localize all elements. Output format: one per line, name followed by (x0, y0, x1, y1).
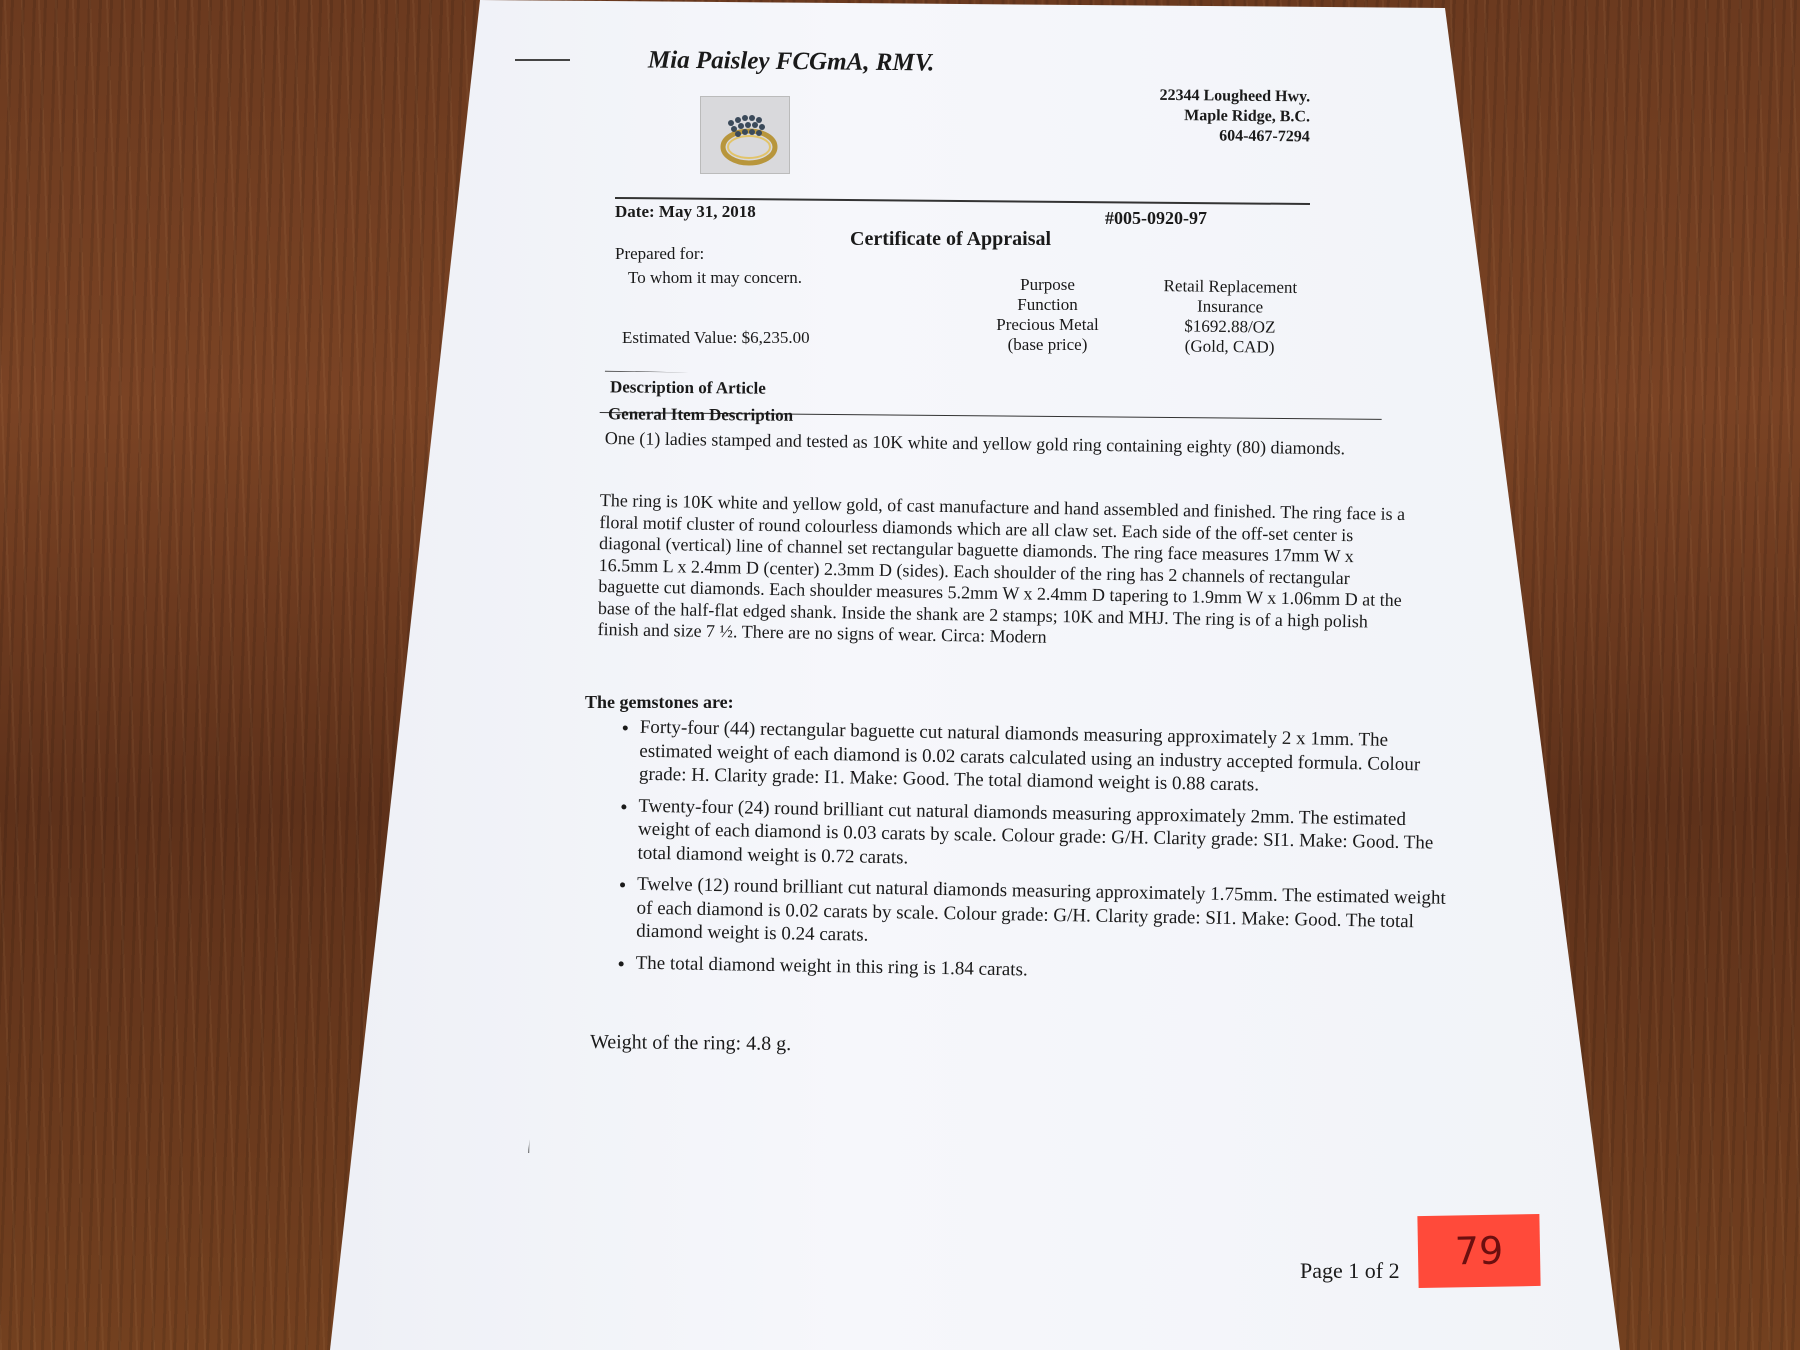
address-line-2: Maple Ridge, B.C. (1184, 107, 1311, 126)
general-description-title: General Item Description (607, 404, 794, 425)
header-dash (515, 59, 570, 61)
purpose-line-2: Function (1017, 295, 1078, 314)
retail-line-1: Retail Replacement (1163, 276, 1298, 297)
certificate-title: Certificate of Appraisal (850, 228, 1052, 250)
phone-number: 604-467-7294 (1219, 127, 1310, 146)
description-title: Description of Article (609, 377, 766, 398)
purpose-line-1: Purpose (1020, 275, 1075, 294)
gemstones-title: The gemstones are: (585, 692, 734, 712)
list-item: • Twenty-four (24) round brilliant cut natural diamonds measuring approximately 2mm. The estimated weight of each diamond is 0.03 carats by scale. Colour grade: G/H. Clarity grade: SI1. Make: Good. The total diamond weight is 0.72 carats. (637, 794, 1453, 879)
price-sticker (1417, 1214, 1540, 1288)
retail-line-4: (Gold, CAD) (1184, 336, 1275, 357)
estimated-value: Estimated Value: $6,235.00 (622, 328, 810, 347)
list-item: • The total diamond weight in this ring is 1.84 carats. (635, 951, 1450, 989)
retail-block (1139, 276, 1320, 359)
appraisal-date: Date: May 31, 2018 (615, 202, 756, 221)
sticker-label: 79 (1454, 1228, 1504, 1274)
detail-paragraph: The ring is 10K white and yellow gold, of cast manufacture and hand assembled and finished. The ring face is a floral motif cluster of round colourless diamonds which are all claw set. Each side of the off-set center is diagonal (vertical) line of channel set rectangular baguette diamonds. The ring face measures 17mm W x 16.5mm L x 2.4mm D (center) 2.3mm D (sides). Each shoulder of the ring has 2 channels of rectangular baguette cut diamonds. Each shoulder measures 5.2mm W x 2.4mm D tapering to 1.9mm W x 1.06mm D at the base of the half-flat edged shank. Inside the shank are 2 stamps; 10K and MHJ. The ring is of a high polish finish and size 7 ½. There are no signs of wear. Circa: Modern (597, 490, 1406, 647)
certificate-number: #005-0920-97 (1105, 208, 1207, 228)
list-item: • Twelve (12) round brilliant cut natural diamonds measuring approximately 1.75mm. The estimated weight of each diamond is 0.02 carats by scale. Colour grade: G/H. Clarity grade: SI1. Make: Good. The total diamond weight is 0.24 carats. (636, 873, 1452, 958)
list-item: • Forty-four (44) rectangular baguette cut natural diamonds measuring approximately 2 x 1mm. The estimated weight of each diamond is 0.02 carats calculated using an industry accepted formula. Colour grade: H. Clarity grade: I1. Make: Good. The total diamond weight is 0.88 carats. (639, 716, 1455, 801)
ring-photo (700, 96, 790, 174)
purpose-line-4: (base price) (1007, 335, 1088, 354)
purpose-line-3: Precious Metal (996, 315, 1099, 334)
purpose-block (975, 275, 1120, 355)
appraiser-name: Mia Paisley FCGmA, RMV. (647, 46, 935, 77)
address-line-1: 22344 Lougheed Hwy. (1159, 86, 1311, 106)
business-address (1040, 85, 1311, 148)
ring-weight: Weight of the ring: 4.8 g. (589, 1030, 792, 1056)
page-number: Page 1 of 2 (1300, 1258, 1400, 1283)
retail-line-2: Insurance (1196, 296, 1264, 317)
gemstones-list (595, 715, 1455, 997)
prepared-for-label: Prepared for: (615, 244, 705, 263)
retail-line-3: $1692.88/OZ (1184, 316, 1276, 337)
prepared-for-value: To whom it may concern. (628, 268, 802, 287)
summary-paragraph: One (1) ladies stamped and tested as 10K white and yellow gold ring containing eighty (80) diamonds. (604, 428, 1346, 459)
